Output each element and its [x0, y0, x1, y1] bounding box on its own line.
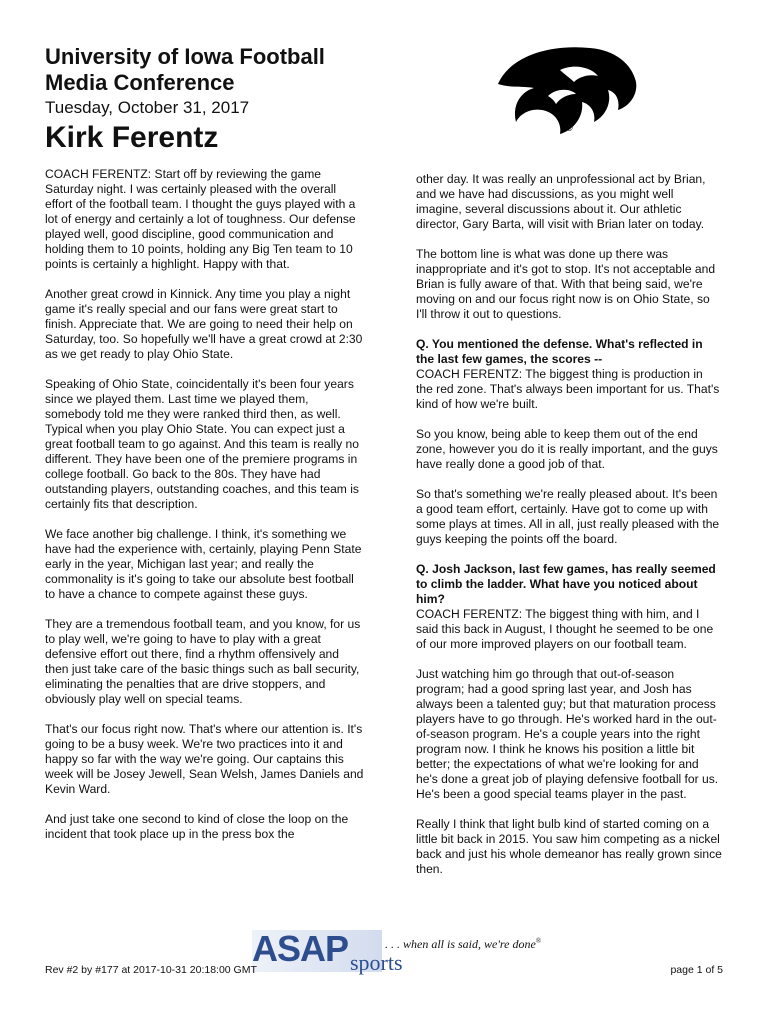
- registered-mark: ®: [566, 123, 573, 133]
- paragraph: And just take one second to kind of close the loop on the incident that took place up in the press box the: [45, 812, 349, 841]
- paragraph: other day. It was really an unprofessional act by Brian, and we have had discussions, as you might well imagine, several discussions about it. Our athletic director, Gary Barta, will visit with Brian later on today.: [416, 172, 706, 231]
- tagline-text: . . . when all is said, we're done: [385, 937, 536, 951]
- question: Q. You mentioned the defense. What's reflected in the last few games, the scores --: [416, 337, 703, 366]
- asap-logo-text: ASAP: [252, 928, 349, 969]
- title-line-1: University of Iowa Football: [45, 44, 325, 69]
- asap-sports-text: sports: [350, 950, 403, 975]
- question: Q. Josh Jackson, last few games, has really seemed to climb the ladder. What have you noticed about him?: [416, 562, 716, 606]
- paragraph: So that's something we're really pleased about. It's been a good team effort, certainly. Have got to come up with some plays at times. All in all, just really pleased with the guys keeping the points off the board.: [416, 487, 720, 546]
- paragraph: We face another big challenge. I think, it's something we have had the experience with, certainly, playing Penn State early in the year, Michigan last year; and really the commonality is it's going to take our absolute best football to have a chance to compete against these guys.: [45, 527, 362, 601]
- paragraph: COACH FERENTZ: Start off by reviewing the game Saturday night. I was certainly pleased with the overall effort of the football team. I thought the guys played with a lot of energy and certainly a lot of toughness. Our defense played well, good discipline, good communication and holding them to 10 points, holding any Big Ten team to 10 points is certainly a highlight. Happy with that.: [45, 167, 356, 271]
- conference-date: Tuesday, October 31, 2017: [45, 98, 250, 117]
- iowa-tigerhawk-logo-icon: [490, 36, 640, 146]
- page-number: page 1 of 5: [670, 964, 723, 976]
- answer: COACH FERENTZ: The biggest thing with him, and I said this back in August, I thought he seemed to be one of our more improved players on our football team.: [416, 607, 714, 651]
- document-header: [45, 44, 405, 156]
- paragraph: They are a tremendous football team, and you know, for us to play well, we're going to have to play with a great defensive effort out there, find a rhythm offensively and then just take care of the basic things such as ball security, eliminating the penalties that are drive stoppers, and obviously play well on special teams.: [45, 617, 361, 706]
- paragraph: The bottom line is what was done up there was inappropriate and it's got to stop. It's not acceptable and Brian is fully aware of that. With that being said, we're moving on and our focus right now is on Ohio State, so I'll throw it out to questions.: [416, 247, 716, 321]
- paragraph: Really I think that light bulb kind of started coming on a little bit back in 2015. You saw him competing as a nickel back and just his whole demeanor has really grown since then.: [416, 817, 722, 876]
- paragraph: That's our focus right now. That's where our attention is. It's going to be a busy week. We're two practices into it and happy so far with the way we're going. Our captains this week will be Josey Jewell, Sean Welsh, James Daniels and Kevin Ward.: [45, 722, 364, 796]
- paragraph: Speaking of Ohio State, coincidentally it's been four years since we played them. Last time we played them, somebody told me they were ranked third then, as well. Typical when you play Ohio State. You can expect just a great football team to go against. And this team is really no different. They have been one of the premiere programs in college football. Go back to the 80s. They have had outstanding players, outstanding coaches, and this team is certainly fits that description.: [45, 377, 359, 511]
- speaker-name: Kirk Ferentz: [45, 121, 219, 154]
- answer: COACH FERENTZ: The biggest thing is production in the red zone. That's always been important for us. That's kind of how we're built.: [416, 367, 720, 411]
- revision-info: Rev #2 by #177 at 2017-10-31 20:18:00 GMT: [45, 964, 257, 976]
- left-column: [45, 167, 365, 857]
- paragraph: Just watching him go through that out-of-season program; had a good spring last year, and Josh has always been a talented guy; but that maturation process players have to go through. He's worked hard in the out-of-season program. He's a couple years into the right program now. I think he knows his position a little bit better; the expectations of what we're looking for and he's done a great job of playing defensive football for us. He's been a good special teams player in the past.: [416, 667, 719, 801]
- asap-tagline: [385, 937, 541, 952]
- tagline-registered-mark: ®: [535, 937, 542, 945]
- paragraph: So you know, being able to keep them out of the end zone, however you do it is really important, and the guys have really done a good job of that.: [416, 427, 718, 471]
- paragraph: Another great crowd in Kinnick. Any time you play a night game it's really special and our fans were great start to finish. Appreciate that. We are going to need their help on Saturday, too. So hopefully we'll have a great crowd at 2:30 as we get ready to play Ohio State.: [45, 287, 363, 361]
- right-column: [416, 172, 722, 892]
- title-line-2: Media Conference: [45, 70, 235, 95]
